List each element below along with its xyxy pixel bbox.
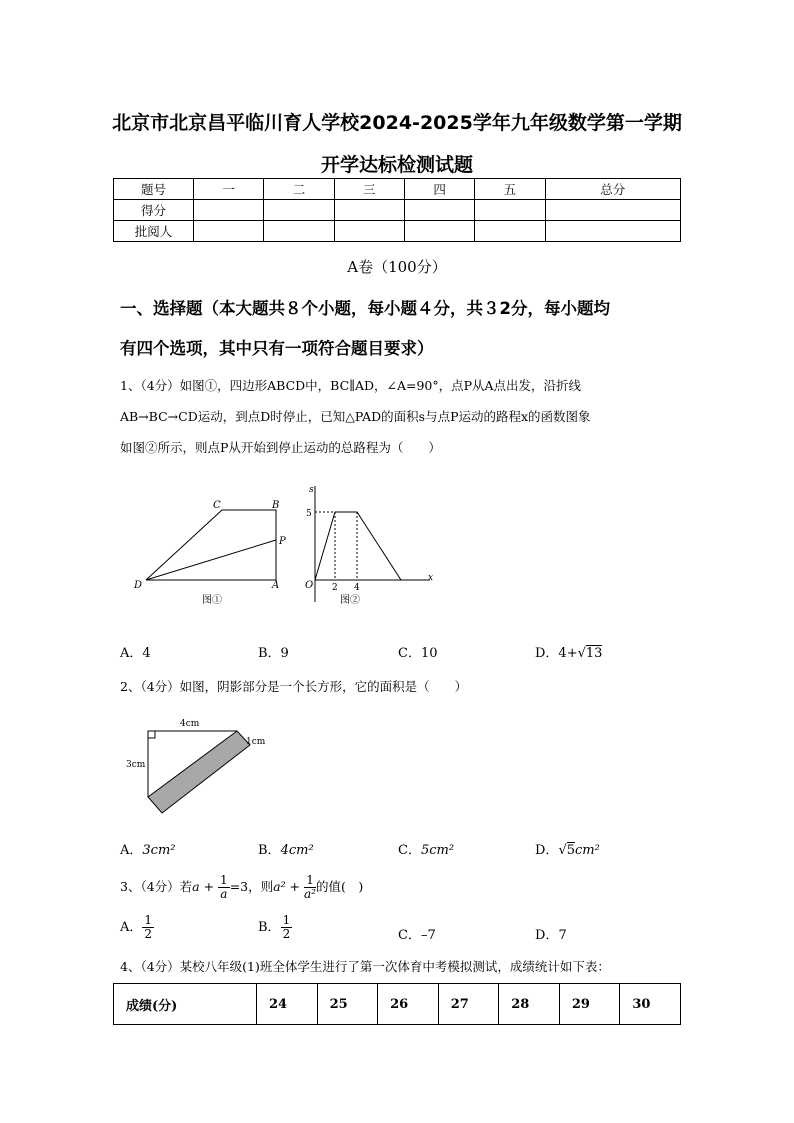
- function-graph: [315, 512, 401, 580]
- shaded-rectangle: [148, 731, 250, 813]
- q3-text: [120, 872, 685, 902]
- frac-denominator: 2: [144, 927, 153, 941]
- right-angle-mark: [148, 731, 155, 738]
- q1-option-d[interactable]: [535, 642, 602, 661]
- grades-header-cell: 成绩(分): [114, 984, 257, 1025]
- q2-option-d[interactable]: [535, 839, 600, 858]
- q4-text: 4、（4分）某校八年级(1)班全体学生进行了第一次体育中考模拟测试，成绩统计如下表：: [120, 959, 610, 974]
- option-value: 7: [558, 928, 567, 943]
- q3-option-a[interactable]: [120, 914, 154, 941]
- score-cell[interactable]: [334, 221, 404, 242]
- frac-denominator: a²: [304, 887, 316, 901]
- q3-fraction2: [304, 874, 316, 901]
- axis-label-x: x: [428, 573, 434, 583]
- option-value: 3cm²: [142, 843, 176, 858]
- q2-figure: [120, 715, 270, 820]
- sqrt-symbol: √: [558, 843, 567, 858]
- q1-line2: AB→BC→CD运动，到点D时停止，已知△PAD的面积s与点P运动的路程x的函数图象: [120, 409, 591, 424]
- frac-numerator: 1: [304, 874, 316, 888]
- label-c: C: [213, 500, 221, 511]
- score-cell[interactable]: [194, 200, 264, 221]
- score-table-row: [114, 221, 681, 242]
- score-cell[interactable]: [404, 221, 474, 242]
- q1-option-c[interactable]: C．10: [398, 646, 438, 661]
- score-cell[interactable]: [264, 221, 334, 242]
- option-label: C．: [398, 928, 421, 943]
- score-table-row: [114, 200, 681, 221]
- label-3cm: 3cm: [126, 760, 146, 770]
- option-label: A．: [120, 920, 143, 935]
- grades-cell: 27: [438, 984, 499, 1025]
- volume-heading: A卷（100分）: [347, 258, 447, 276]
- frac-numerator: 1: [282, 913, 291, 927]
- title-line1: 北京市北京昌平临川育人学校2024-2025学年九年级数学第一学期: [112, 112, 682, 134]
- q2-option-c[interactable]: [398, 839, 454, 858]
- q1-option-d-label: D．4+: [535, 646, 578, 661]
- option-value: cm²: [575, 843, 600, 858]
- q3-tail: 的值( ): [316, 879, 364, 894]
- q1-option-a[interactable]: A．4: [120, 646, 151, 661]
- q3-option-d[interactable]: [535, 924, 567, 943]
- q3-expr1-tail: =3，则: [229, 879, 274, 894]
- sqrt-symbol: √: [577, 646, 586, 661]
- q3-expr1: a +: [192, 879, 215, 894]
- section-heading-line2: 有四个选项，其中只有一项符合题目要求）: [120, 339, 434, 358]
- title-line2: 开学达标检测试题: [320, 154, 473, 176]
- trapezoid-shape: [146, 510, 276, 580]
- score-cell[interactable]: [334, 200, 404, 221]
- option-label: B．: [258, 920, 281, 935]
- score-header-cell: 一: [194, 179, 264, 200]
- grades-cell: 29: [559, 984, 620, 1025]
- q1-line1: 1、（4分）如图①，四边形ABCD中，BC∥AD，∠A=90°，点P从A点出发，沿折线: [120, 378, 582, 393]
- label-b: B: [272, 500, 280, 511]
- section-heading-line1: 一、选择题（本大题共８个小题，每小题４分，共３2分，每小题均: [120, 299, 610, 318]
- option-label: C．: [398, 843, 421, 858]
- score-cell[interactable]: [264, 200, 334, 221]
- frac-denominator: a: [220, 887, 228, 901]
- label-d: D: [134, 580, 143, 591]
- label-1cm: 1cm: [246, 737, 266, 747]
- score-table: [113, 178, 681, 242]
- option-fraction: [281, 914, 293, 941]
- grades-table: [113, 983, 681, 1025]
- score-header-cell: 四: [404, 179, 474, 200]
- option-value: 4cm²: [280, 843, 314, 858]
- option-fraction: [142, 914, 154, 941]
- q1-figure2: [295, 480, 440, 610]
- grades-cell: 26: [378, 984, 439, 1025]
- score-header-cell: 总分: [545, 179, 680, 200]
- score-cell[interactable]: [404, 200, 474, 221]
- sqrt-radicand: 5: [566, 843, 576, 858]
- grades-cell: 30: [620, 984, 681, 1025]
- q3-prefix: 3、（4分）若: [120, 879, 193, 894]
- option-value: 5cm²: [420, 843, 455, 858]
- label-a: A: [272, 580, 280, 591]
- grades-cell: 25: [317, 984, 378, 1025]
- q3-option-b[interactable]: [258, 914, 292, 941]
- fig2-caption: 图②: [340, 595, 360, 606]
- tick-4: 4: [354, 583, 360, 593]
- q3-option-c[interactable]: [398, 924, 436, 943]
- frac-numerator: 1: [220, 873, 228, 887]
- option-label: B．: [258, 843, 281, 858]
- score-cell[interactable]: [475, 200, 545, 221]
- score-header-cell: 五: [475, 179, 545, 200]
- frac-denominator: 2: [282, 927, 291, 941]
- origin-label: O: [305, 580, 314, 591]
- label-p: P: [279, 536, 286, 547]
- q3-expr2: a² +: [273, 879, 301, 894]
- option-value: –7: [420, 928, 436, 943]
- label-4cm: 4cm: [180, 719, 200, 729]
- q1-option-b[interactable]: B．9: [258, 646, 289, 661]
- grades-cell: 28: [499, 984, 560, 1025]
- option-label: D．: [535, 928, 559, 943]
- score-table-header-row: [114, 179, 681, 200]
- option-label: A．: [120, 843, 143, 858]
- q2-option-a[interactable]: [120, 839, 175, 858]
- grades-row: [114, 984, 681, 1025]
- score-row-label: 批阅人: [114, 221, 194, 242]
- axis-label-s: s: [309, 485, 314, 495]
- tick-2: 2: [332, 583, 338, 593]
- q3-fraction1: [218, 874, 230, 901]
- score-header-cell: 三: [334, 179, 404, 200]
- score-row-label: 得分: [114, 200, 194, 221]
- sqrt-radicand: 13: [585, 646, 603, 661]
- q1-figure1: [130, 495, 290, 610]
- score-cell[interactable]: [475, 221, 545, 242]
- fig1-caption: 图①: [202, 595, 222, 606]
- q1-line3: 如图②所示，则点P从开始到停止运动的总路程为（ ）: [120, 440, 441, 455]
- grades-cell: 24: [257, 984, 318, 1025]
- segment-dp: [146, 540, 276, 580]
- score-cell[interactable]: [194, 221, 264, 242]
- q2-option-b[interactable]: [258, 839, 314, 858]
- score-header-cell: 题号: [114, 179, 194, 200]
- option-label: D．: [535, 843, 559, 858]
- tick-5: 5: [306, 509, 312, 519]
- score-cell[interactable]: [545, 200, 680, 221]
- score-header-cell: 二: [264, 179, 334, 200]
- q2-text: 2、（4分）如图，阴影部分是一个长方形，它的面积是（ ）: [120, 679, 468, 694]
- frac-numerator: 1: [144, 913, 153, 927]
- score-cell[interactable]: [545, 221, 680, 242]
